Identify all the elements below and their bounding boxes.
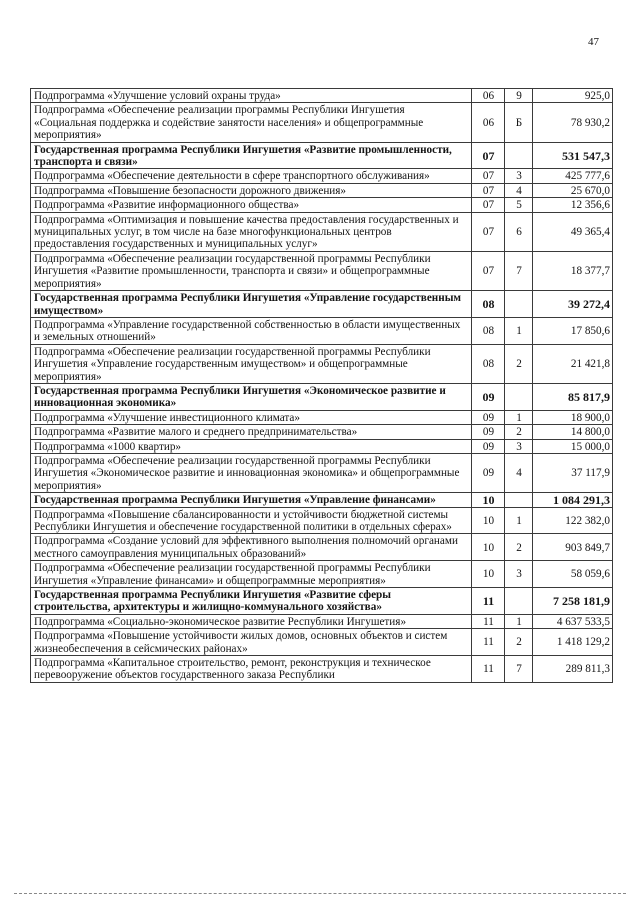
row-amount: 37 117,9	[533, 453, 613, 492]
subprogram-row	[31, 169, 613, 183]
row-name: Государственная программа Республики Ингушетия «Развитие промышленности, транспорта и связи»	[31, 142, 472, 169]
row-amount: 925,0	[533, 89, 613, 103]
row-program-code: 09	[472, 439, 505, 453]
subprogram-row	[31, 198, 613, 212]
row-subprogram-code	[505, 493, 533, 507]
row-amount: 903 849,7	[533, 534, 613, 561]
row-amount: 1 418 129,2	[533, 629, 613, 656]
subprogram-row	[31, 439, 613, 453]
row-name: Государственная программа Республики Ингушетия «Управление государственным имуществом»	[31, 291, 472, 318]
row-program-code: 10	[472, 561, 505, 588]
row-name: Подпрограмма «Улучшение инвестиционного климата»	[31, 410, 472, 424]
subprogram-row	[31, 561, 613, 588]
row-amount: 1 084 291,3	[533, 493, 613, 507]
row-name: Подпрограмма «Управление государственной собственностью в области имущественных и земельных отношений»	[31, 317, 472, 344]
row-amount: 18 377,7	[533, 251, 613, 290]
row-name: Государственная программа Республики Ингушетия «Управление финансами»	[31, 493, 472, 507]
program-row	[31, 291, 613, 318]
subprogram-row	[31, 183, 613, 197]
row-program-code: 09	[472, 453, 505, 492]
row-subprogram-code: 2	[505, 629, 533, 656]
row-amount: 122 382,0	[533, 507, 613, 534]
row-subprogram-code: 1	[505, 507, 533, 534]
row-subprogram-code: 7	[505, 251, 533, 290]
row-amount: 39 272,4	[533, 291, 613, 318]
row-name: Государственная программа Республики Ингушетия «Экономическое развитие и инновационная экономика»	[31, 383, 472, 410]
row-program-code: 10	[472, 534, 505, 561]
row-amount: 21 421,8	[533, 344, 613, 383]
row-name: Подпрограмма «Обеспечение реализации государственной программы Республики Ингушетия «Развитие промышленности, транспорта и связи» и общепрограммные мероприятия»	[31, 251, 472, 290]
row-program-code: 09	[472, 383, 505, 410]
subprogram-row	[31, 410, 613, 424]
subprogram-row	[31, 534, 613, 561]
subprogram-row	[31, 212, 613, 251]
row-subprogram-code: 2	[505, 344, 533, 383]
row-program-code: 11	[472, 588, 505, 615]
row-subprogram-code: 4	[505, 183, 533, 197]
subprogram-row	[31, 344, 613, 383]
page-bottom-edge	[14, 893, 626, 894]
row-program-code: 09	[472, 425, 505, 439]
subprogram-row	[31, 614, 613, 628]
row-amount: 14 800,0	[533, 425, 613, 439]
row-subprogram-code: 9	[505, 89, 533, 103]
row-subprogram-code: 3	[505, 169, 533, 183]
subprogram-row	[31, 656, 613, 683]
row-subprogram-code: 3	[505, 439, 533, 453]
page-number: 47	[588, 36, 599, 48]
row-program-code: 06	[472, 103, 505, 142]
subprogram-row	[31, 507, 613, 534]
subprogram-row	[31, 629, 613, 656]
row-program-code: 07	[472, 169, 505, 183]
row-program-code: 08	[472, 291, 505, 318]
subprogram-row	[31, 317, 613, 344]
row-name: Подпрограмма «Повышение сбалансированности и устойчивости бюджетной системы Республики Ингушетия и обеспечение государственной политики в отдельных сферах»	[31, 507, 472, 534]
row-program-code: 07	[472, 198, 505, 212]
row-amount: 58 059,6	[533, 561, 613, 588]
row-subprogram-code	[505, 588, 533, 615]
row-program-code: 11	[472, 629, 505, 656]
row-name: Подпрограмма «1000 квартир»	[31, 439, 472, 453]
row-amount: 25 670,0	[533, 183, 613, 197]
row-subprogram-code: 2	[505, 534, 533, 561]
row-subprogram-code: 4	[505, 453, 533, 492]
row-name: Подпрограмма «Развитие информационного общества»	[31, 198, 472, 212]
row-amount: 531 547,3	[533, 142, 613, 169]
row-program-code: 11	[472, 614, 505, 628]
row-name: Подпрограмма «Улучшение условий охраны труда»	[31, 89, 472, 103]
row-amount: 49 365,4	[533, 212, 613, 251]
subprogram-row	[31, 251, 613, 290]
row-subprogram-code: 7	[505, 656, 533, 683]
row-program-code: 08	[472, 344, 505, 383]
row-name: Государственная программа Республики Ингушетия «Развитие сферы строительства, архитектуры и жилищно-коммунального хозяйства»	[31, 588, 472, 615]
row-name: Подпрограмма «Обеспечение деятельности в сфере транспортного обслуживания»	[31, 169, 472, 183]
row-name: Подпрограмма «Оптимизация и повышение качества предоставления государственных и муниципальных услуг, в том числе на базе многофункциональных центров предоставления государственных и муниципальных услуг»	[31, 212, 472, 251]
row-name: Подпрограмма «Обеспечение реализации государственной программы Республики Ингушетия «Экономическое развитие и инновационная экономика» и общепрограммные мероприятия»	[31, 453, 472, 492]
row-name: Подпрограмма «Обеспечение реализации государственной программы Республики Ингушетия «Управление финансами» и общепрограммные мероприятия»	[31, 561, 472, 588]
row-program-code: 10	[472, 507, 505, 534]
budget-table	[30, 88, 613, 683]
row-subprogram-code	[505, 142, 533, 169]
row-program-code: 07	[472, 142, 505, 169]
subprogram-row	[31, 89, 613, 103]
row-subprogram-code: 5	[505, 198, 533, 212]
row-amount: 289 811,3	[533, 656, 613, 683]
row-amount: 425 777,6	[533, 169, 613, 183]
row-name: Подпрограмма «Обеспечение реализации программы Республики Ингушетия «Социальная поддержка и содействие занятости населения» и общепрограммные мероприятия»	[31, 103, 472, 142]
row-subprogram-code: 1	[505, 317, 533, 344]
row-program-code: 08	[472, 317, 505, 344]
row-amount: 17 850,6	[533, 317, 613, 344]
row-program-code: 10	[472, 493, 505, 507]
row-program-code: 07	[472, 251, 505, 290]
row-program-code: 09	[472, 410, 505, 424]
budget-table-body	[31, 89, 613, 683]
row-amount: 78 930,2	[533, 103, 613, 142]
row-program-code: 06	[472, 89, 505, 103]
row-subprogram-code	[505, 291, 533, 318]
row-subprogram-code: 2	[505, 425, 533, 439]
row-amount: 7 258 181,9	[533, 588, 613, 615]
row-amount: 18 900,0	[533, 410, 613, 424]
row-amount: 12 356,6	[533, 198, 613, 212]
subprogram-row	[31, 425, 613, 439]
program-row	[31, 493, 613, 507]
row-name: Подпрограмма «Капитальное строительство, ремонт, реконструкция и техническое перевооружение объектов государственного заказа Республики	[31, 656, 472, 683]
row-amount: 85 817,9	[533, 383, 613, 410]
row-program-code: 11	[472, 656, 505, 683]
row-subprogram-code	[505, 383, 533, 410]
subprogram-row	[31, 453, 613, 492]
row-amount: 15 000,0	[533, 439, 613, 453]
program-row	[31, 383, 613, 410]
row-name: Подпрограмма «Социально-экономическое развитие Республики Ингушетия»	[31, 614, 472, 628]
row-name: Подпрограмма «Развитие малого и среднего предпринимательства»	[31, 425, 472, 439]
row-program-code: 07	[472, 212, 505, 251]
row-name: Подпрограмма «Создание условий для эффективного выполнения полномочий органами местного самоуправления муниципальных образований»	[31, 534, 472, 561]
program-row	[31, 588, 613, 615]
row-subprogram-code: 1	[505, 614, 533, 628]
row-program-code: 07	[472, 183, 505, 197]
row-subprogram-code: 6	[505, 212, 533, 251]
row-subprogram-code: Б	[505, 103, 533, 142]
subprogram-row	[31, 103, 613, 142]
row-name: Подпрограмма «Повышение устойчивости жилых домов, основных объектов и систем жизнеобеспечения в сейсмических районах»	[31, 629, 472, 656]
program-row	[31, 142, 613, 169]
row-name: Подпрограмма «Обеспечение реализации государственной программы Республики Ингушетия «Управление государственным имуществом» и общепрограммные мероприятия»	[31, 344, 472, 383]
row-subprogram-code: 1	[505, 410, 533, 424]
row-subprogram-code: 3	[505, 561, 533, 588]
row-name: Подпрограмма «Повышение безопасности дорожного движения»	[31, 183, 472, 197]
row-amount: 4 637 533,5	[533, 614, 613, 628]
